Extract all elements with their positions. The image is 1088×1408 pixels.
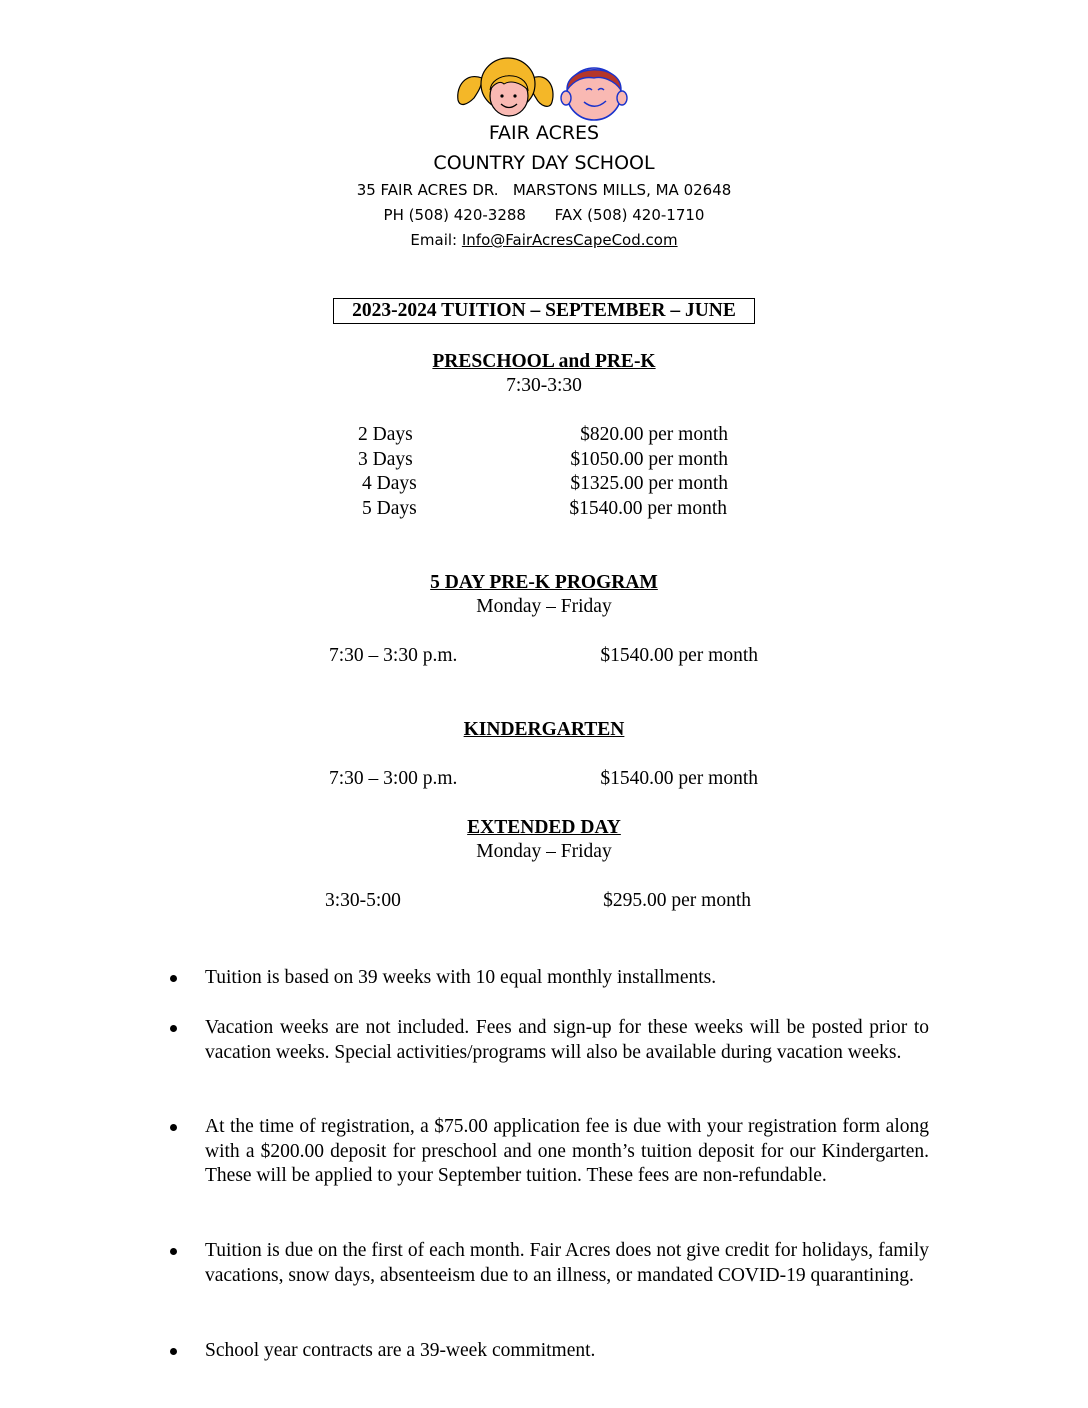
prek-row-label: 7:30 – 3:30 p.m.: [329, 645, 458, 666]
preschool-row-price: $820.00 per month: [580, 424, 728, 445]
school-address: 35 FAIR ACRES DR. MARSTONS MILLS, MA 02648: [356, 181, 732, 199]
extended-row-price: $295.00 per month: [603, 890, 751, 911]
bullet-dot-icon: [170, 1348, 177, 1355]
preschool-row: [362, 498, 727, 522]
preschool-row-label: 2 Days: [358, 424, 413, 445]
preschool-row: [362, 473, 728, 497]
tuition-title: 2023-2024 TUITION – SEPTEMBER – JUNE: [333, 298, 755, 324]
school-phone-fax: PH (508) 420-3288 FAX (508) 420-1710: [383, 206, 705, 224]
bullet-dot-icon: [170, 975, 177, 982]
note-text: Tuition is due on the first of each month. Fair Acres does not give credit for holidays, family vacations, snow days, absenteeism due to an illness, or mandated COVID-19 quarantining.: [205, 1240, 929, 1286]
email-link[interactable]: Info@FairAcresCapeCod.com: [461, 231, 678, 249]
extended-days: Monday – Friday: [476, 841, 612, 862]
bullet-dot-icon: [170, 1025, 177, 1032]
prek-days: Monday – Friday: [476, 596, 612, 617]
preschool-row-price: $1325.00 per month: [570, 473, 728, 494]
note-text: School year contracts are a 39-week commitment.: [205, 1340, 596, 1361]
extended-row: [325, 890, 751, 914]
school-logo: [452, 56, 638, 124]
preschool-row-price: $1050.00 per month: [570, 449, 728, 470]
note-text: At the time of registration, a $75.00 application fee is due with your registration form along with a $200.00 deposit for preschool and one month’s tuition deposit for our Kindergarten. These will be applied to your September tuition. These fees are non-refundable.: [205, 1116, 929, 1187]
girl-left-pigtail: [458, 77, 482, 105]
kindergarten-row-price: $1540.00 per month: [600, 768, 758, 789]
kindergarten-heading: KINDERGARTEN: [463, 719, 625, 740]
extended-row-label: 3:30-5:00: [325, 890, 401, 911]
preschool-heading: PRESCHOOL and PRE-K: [432, 351, 656, 372]
school-name-line1: FAIR ACRES: [488, 122, 600, 144]
prek-row: [329, 645, 758, 669]
preschool-row-label: 3 Days: [358, 449, 413, 470]
bullet-dot-icon: [170, 1248, 177, 1255]
bullet-dot-icon: [170, 1124, 177, 1131]
preschool-row-label: 4 Days: [362, 473, 417, 494]
email-label: Email:: [410, 231, 462, 249]
prek-row-price: $1540.00 per month: [600, 645, 758, 666]
prek-heading: 5 DAY PRE-K PROGRAM: [430, 572, 658, 593]
extended-heading: EXTENDED DAY: [467, 817, 621, 838]
preschool-row-price: $1540.00 per month: [569, 498, 727, 519]
note-text: Tuition is based on 39 weeks with 10 equal monthly installments.: [205, 967, 717, 988]
kindergarten-row-label: 7:30 – 3:00 p.m.: [329, 768, 458, 789]
preschool-hours: 7:30-3:30: [506, 375, 582, 396]
preschool-row: [358, 449, 728, 473]
kindergarten-row: [329, 768, 758, 792]
preschool-row-label: 5 Days: [362, 498, 417, 519]
school-email-line: [0, 231, 1088, 249]
school-name-line2: COUNTRY DAY SCHOOL: [433, 152, 655, 174]
note-text: Vacation weeks are not included. Fees and sign-up for these weeks will be posted prior to vacation weeks. Special activities/programs will also be available during vacation weeks.: [205, 1017, 929, 1063]
preschool-row: [358, 424, 728, 448]
